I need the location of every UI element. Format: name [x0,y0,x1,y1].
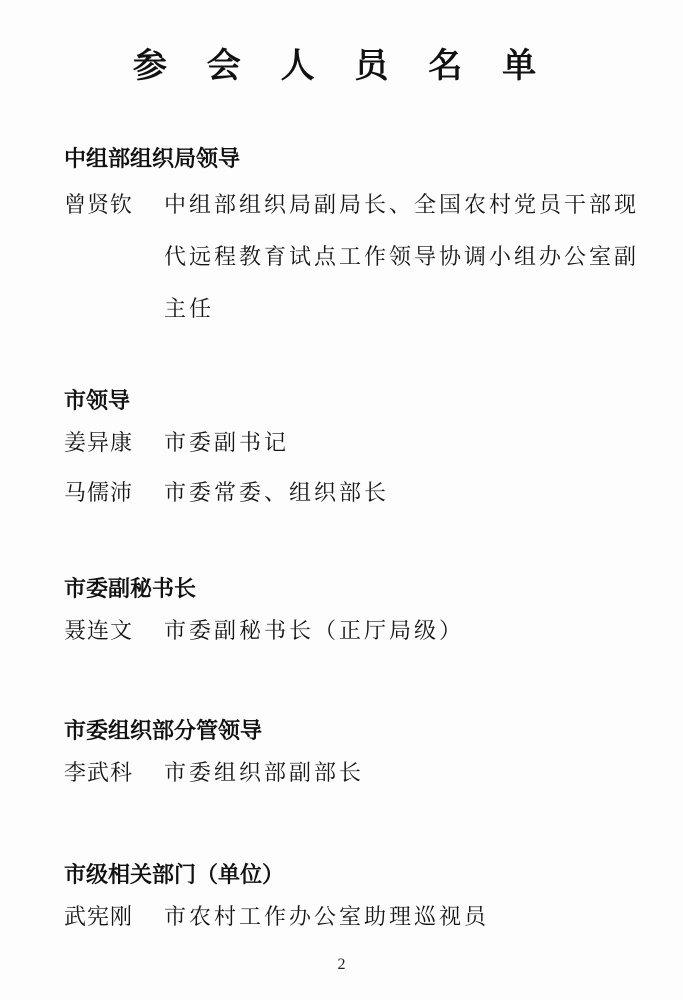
section-heading: 市领导 [64,389,131,414]
person-name: 聂连文 [64,619,134,644]
person-title: 市委常委、组织部长 [164,481,390,506]
page-title: 参 会 人 员 名 单 [132,46,551,86]
section-heading: 市级相关部门（单位） [64,863,285,888]
person-name: 李武科 [64,761,134,786]
person-name: 曾贤钦 [64,193,134,218]
person-title: 市委副秘书长（正厅局级） [164,619,465,644]
section-heading: 市委副秘书长 [64,577,197,602]
person-title: 市委组织部副部长 [164,761,365,786]
person-name: 武宪刚 [64,905,134,930]
person-title: 市委副书记 [164,431,290,456]
person-title: 市农村工作办公室助理巡视员 [164,905,490,930]
page-number: 2 [337,956,346,973]
person-title: 中组部组织局副局长、全国农村党员干部现代远程教育试点工作领导协调小组办公室副主任 [164,193,640,322]
section-heading: 中组部组织局领导 [64,147,241,172]
section-heading: 市委组织部分管领导 [64,719,263,744]
person-name: 马儒沛 [64,481,134,506]
person-name: 姜异康 [64,431,134,456]
